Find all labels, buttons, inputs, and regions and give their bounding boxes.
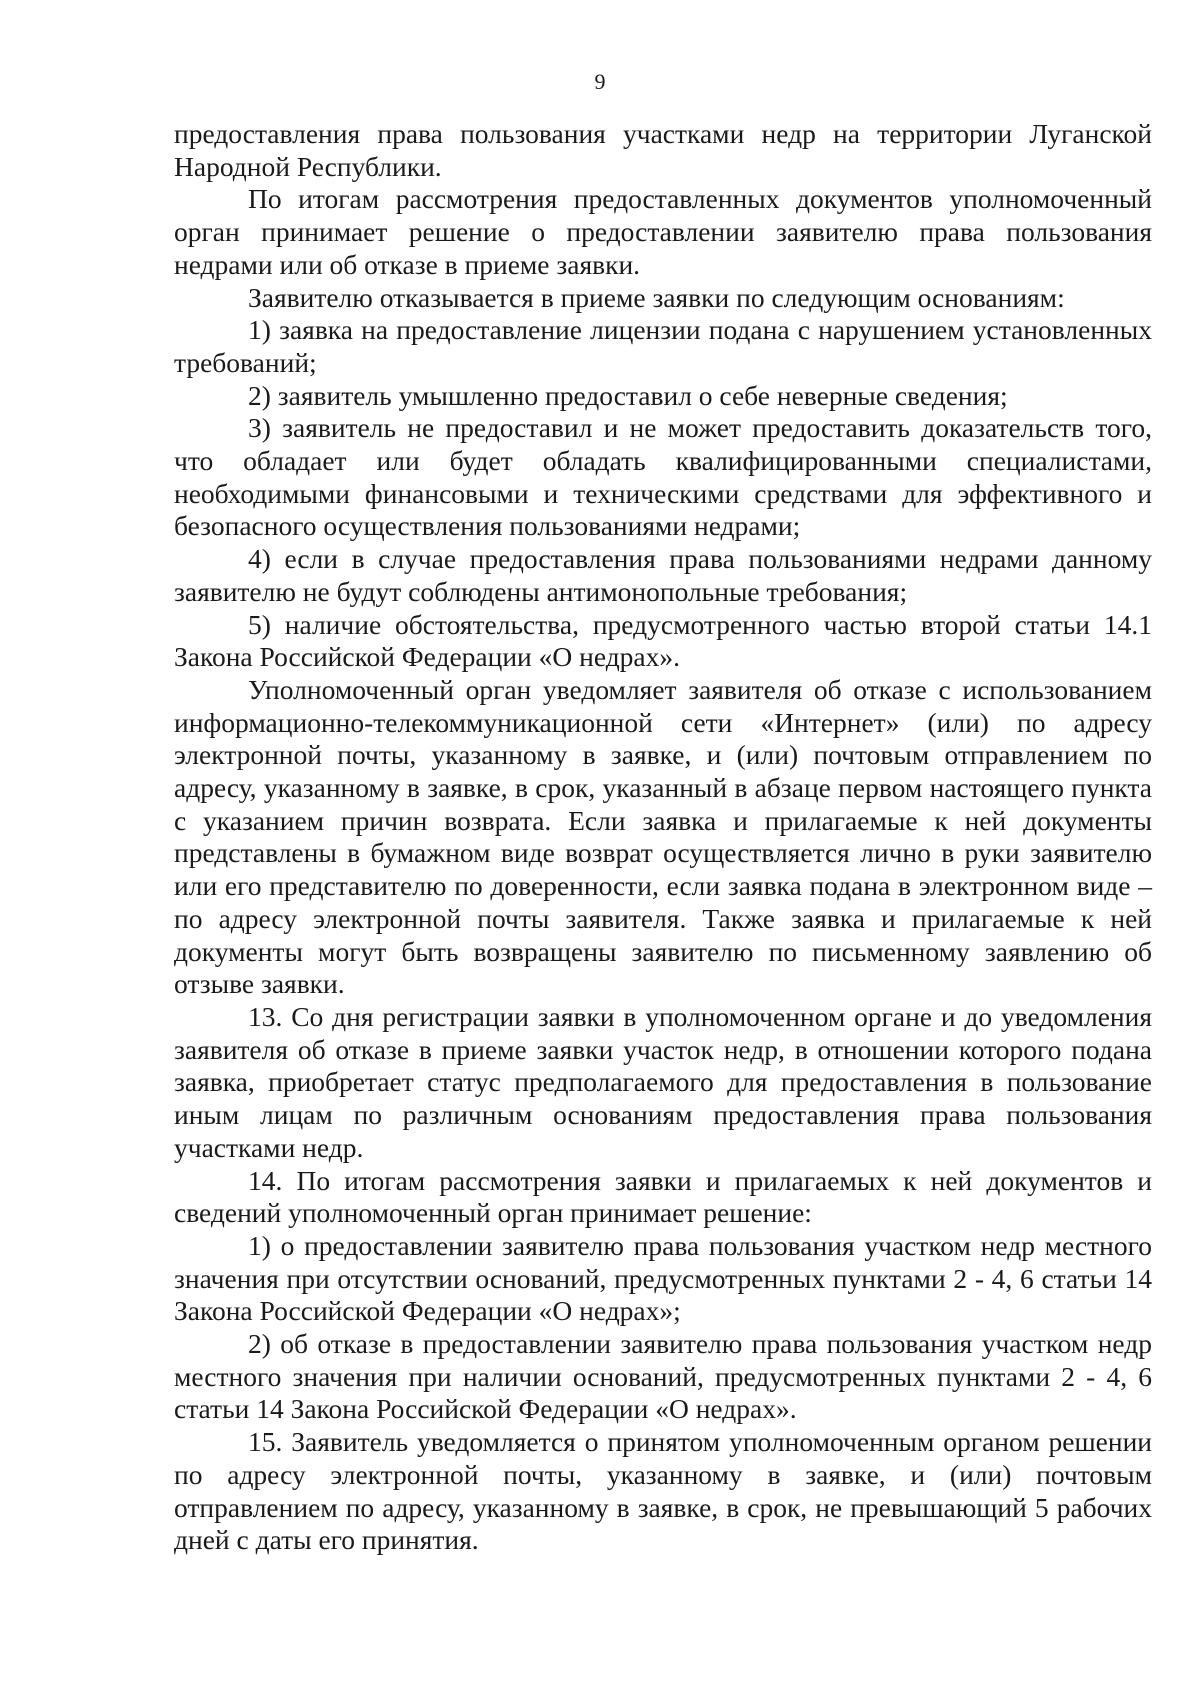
document-body — [174, 118, 1152, 1557]
list-item-ground-5: 5) наличие обстоятельства, предусмотренного частью второй статьи 14.1 Закона Российской Федерации «О недрах». — [174, 608, 1152, 673]
paragraph-refusal-grounds-intro: Заявителю отказывается в приеме заявки по следующим основаниям: — [248, 281, 1065, 313]
page-number: 9 — [594, 69, 606, 94]
list-item-ground-3: 3) заявитель не предоставил и не может предоставить доказательств того, что обладает или будет обладать квалифицированными специалистами, необходимыми финансовыми и техническими средствами для эффективного и безопасного осуществления пользованиями недрами; — [174, 412, 1152, 542]
clause-15: 15. Заявитель уведомляется о принятом уполномоченным органом решении по адресу электронной почты, указанному в заявке, и (или) почтовым отправлением по адресу, указанному в заявке, в срок, не превышающий 5 рабочих дней с даты его принятия. — [174, 1426, 1152, 1556]
clause-14-item-2: 2) об отказе в предоставлении заявителю права пользования участком недр местного значения при наличии оснований, предусмотренных пунктами 2 - 4, 6 статьи 14 Закона Российской Федерации «О недрах». — [174, 1328, 1152, 1425]
clause-14-item-1: 1) о предоставлении заявителю права пользования участком недр местного значения при отсутствии оснований, предусмотренных пунктами 2 - 4, 6 статьи 14 Закона Российской Федерации «О недрах»; — [174, 1229, 1152, 1327]
clause-13: 13. Со дня регистрации заявки в уполномоченном органе и до уведомления заявителя об отказе в приеме заявки участок недр, в отношении которого подана заявка, приобретает статус предполагаемого для предоставления в пользование иным лицам по различным основаниям предоставления права пользования участками недр. — [174, 1000, 1152, 1163]
paragraph-refusal-notification: Уполномоченный орган уведомляет заявителя об отказе с использованием информационно-телекоммуникационной сети «Интернет» (или) по адресу электронной почты, указанному в заявке, и (или) почтовым отправлением по адресу, указанному в заявке, в срок, указанный в абзаце первом настоящего пункта с указанием причин возврата. Если заявка и прилагаемые к ней документы представлены в бумажном виде возврат осуществляется лично в руки заявителю или его представителю по доверенности, если заявка подана в электронном виде – по адресу электронной почты заявителя. Также заявка и прилагаемые к ней документы могут быть возвращены заявителю по письменному заявлению об отзыве заявки. — [174, 673, 1152, 1000]
paragraph-decision: По итогам рассмотрения предоставленных документов уполномоченный орган принимает решение о предоставлении заявителю права пользования недрами или об отказе в приеме заявки. — [174, 183, 1152, 280]
list-item-ground-4: 4) если в случае предоставления права пользованиями недрами данному заявителю не будут соблюдены антимонопольные требования; — [174, 543, 1152, 607]
paragraph-continuation: предоставления права пользования участками недр на территории Луганской Народной Республики. — [174, 118, 1152, 182]
list-item-ground-1: 1) заявка на предоставление лицензии подана с нарушением установленных требований; — [174, 314, 1152, 378]
clause-14: 14. По итогам рассмотрения заявки и прилагаемых к ней документов и сведений уполномоченный орган принимает решение: — [174, 1164, 1152, 1229]
list-item-ground-2: 2) заявитель умышленно предоставил о себе неверные сведения; — [248, 379, 1008, 411]
